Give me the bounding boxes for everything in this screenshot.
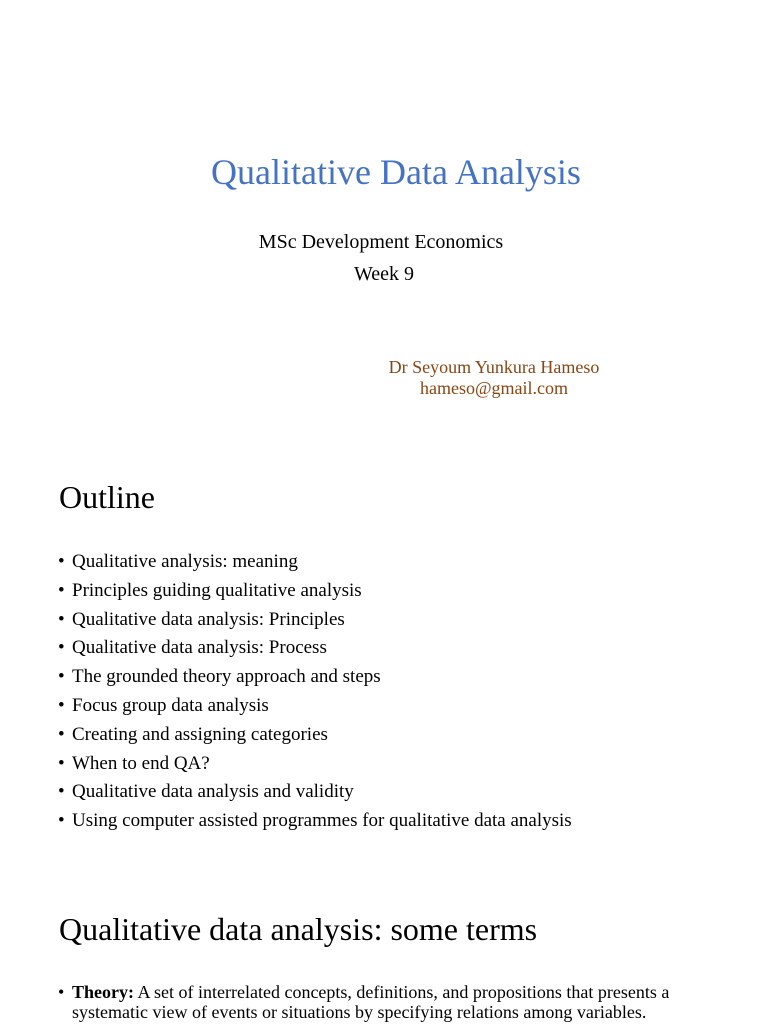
terms-heading: Qualitative data analysis: some terms bbox=[59, 911, 538, 947]
list-item-text: Focus group data analysis bbox=[72, 694, 269, 716]
presentation-title: Qualitative Data Analysis bbox=[211, 152, 581, 192]
list-item bbox=[58, 692, 572, 721]
list-item-text: Qualitative data analysis: Process bbox=[72, 637, 327, 659]
list-item bbox=[58, 807, 572, 836]
term-label: Theory: bbox=[72, 982, 134, 1002]
bullet-icon: • bbox=[58, 781, 65, 803]
bullet-icon: • bbox=[58, 666, 65, 688]
bullet-icon: • bbox=[58, 608, 65, 630]
list-item-text: Using computer assisted programmes for qualitative data analysis bbox=[72, 810, 572, 832]
list-item bbox=[58, 750, 572, 779]
week-label: Week 9 bbox=[353, 263, 415, 285]
list-item bbox=[58, 577, 572, 606]
list-item-text: Qualitative analysis: meaning bbox=[72, 551, 298, 572]
bullet-icon: • bbox=[58, 810, 65, 832]
author-email: hameso@gmail.com bbox=[419, 378, 569, 398]
list-item bbox=[58, 606, 572, 635]
list-item bbox=[58, 634, 572, 663]
list-item bbox=[58, 778, 572, 807]
bullet-icon: • bbox=[58, 637, 65, 659]
list-item-text: The grounded theory approach and steps bbox=[72, 666, 381, 688]
bullet-icon: • bbox=[58, 723, 65, 745]
terms-list bbox=[58, 982, 718, 1022]
bullet-icon: • bbox=[58, 694, 65, 716]
outline-list bbox=[58, 548, 572, 836]
list-item bbox=[58, 663, 572, 692]
list-item-text: Qualitative data analysis and validity bbox=[72, 781, 354, 803]
course-name: MSc Development Economics bbox=[258, 231, 504, 253]
author-name: Dr Seyoum Yunkura Hameso bbox=[388, 357, 600, 377]
list-item-text: When to end QA? bbox=[72, 752, 210, 774]
list-item-text: Qualitative data analysis: Principles bbox=[72, 608, 345, 630]
list-item bbox=[58, 548, 572, 577]
bullet-icon: • bbox=[58, 579, 65, 601]
list-item-text: Principles guiding qualitative analysis bbox=[72, 579, 362, 601]
bullet-icon: • bbox=[58, 982, 65, 1002]
list-item bbox=[58, 721, 572, 750]
list-item-text: Creating and assigning categories bbox=[72, 723, 328, 745]
outline-heading: Outline bbox=[59, 479, 155, 515]
bullet-icon: • bbox=[58, 551, 65, 572]
bullet-icon: • bbox=[58, 752, 65, 774]
list-item bbox=[58, 982, 718, 1022]
term-definition: A set of interrelated concepts, definitions, and propositions that presents a systematic view of events or situations by specifying relations among variables. bbox=[72, 982, 670, 1022]
